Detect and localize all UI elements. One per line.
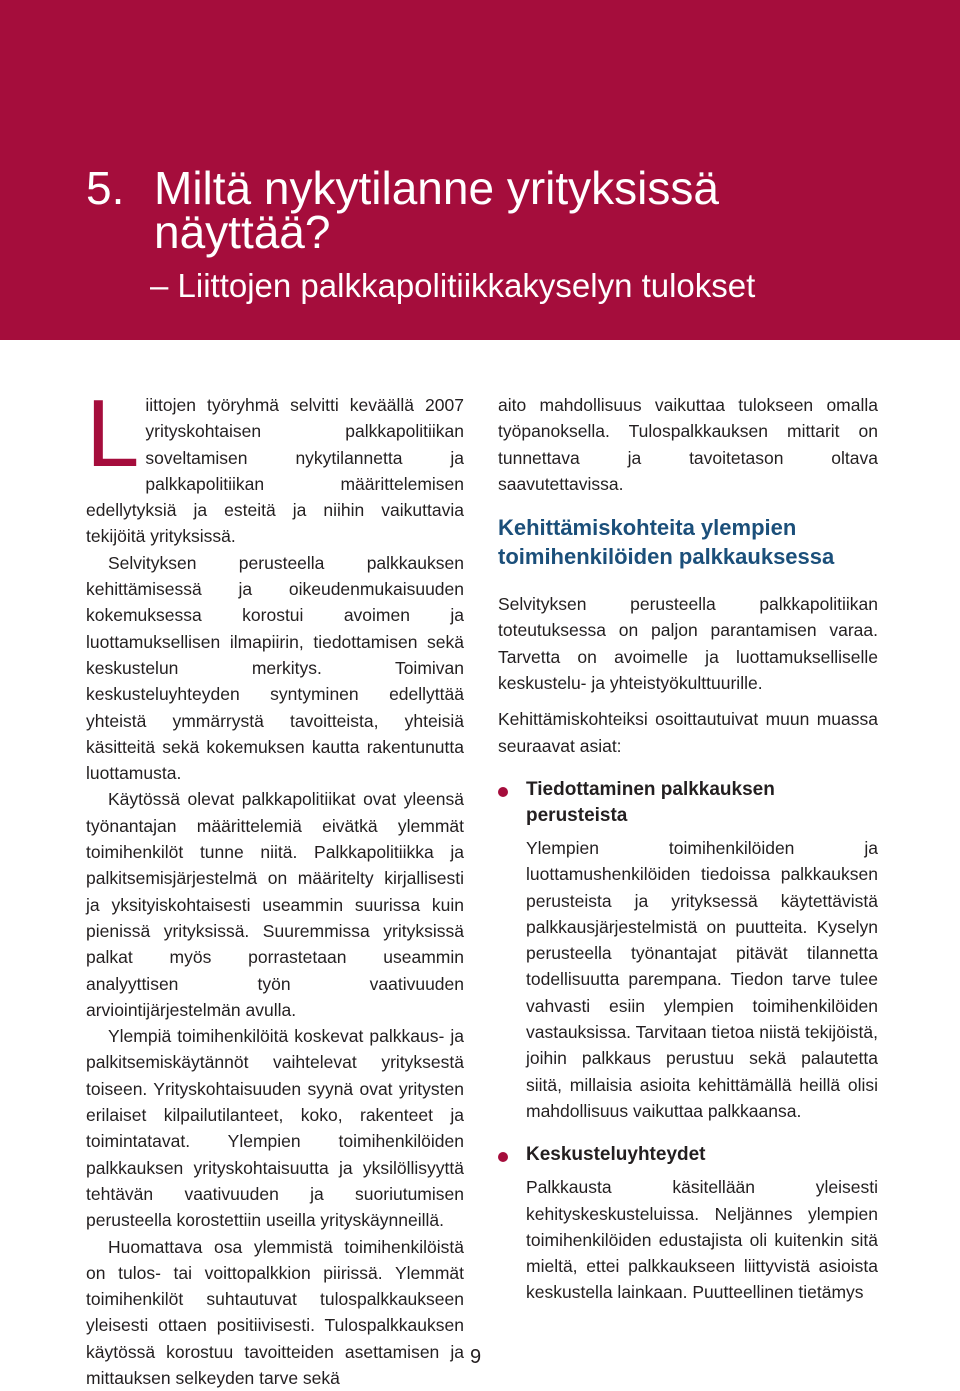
intro-text: iittojen työryhmä selvitti keväällä 2007 yrityskohtaisen palkkapolitiikan soveltamisen nykytilannetta ja palkkapolitiikan määrittelemisen edellytyksiä ja esteitä ja niihin vaikuttavia tekijöitä yrityksissä. bbox=[86, 395, 464, 546]
left-column bbox=[86, 392, 464, 1391]
bullet-heading: Tiedottaminen palkkauksen perusteista bbox=[526, 777, 878, 829]
chapter-title bbox=[86, 162, 946, 258]
bullet-text: Palkkausta käsitellään yleisesti kehityskeskusteluissa. Neljännes ylempien toimihenkilöiden edustajista oli kuitenkin sitä mieltä, ettei palkkaukseen liittyvistä asioista keskustella lainkaan. Puutteellinen tietämys bbox=[526, 1174, 878, 1305]
body-paragraph: Kehittämiskohteiksi osoittautuivat muun muassa seuraavat asiat: bbox=[498, 706, 878, 759]
bullet-heading: Keskusteluyhteydet bbox=[526, 1142, 878, 1168]
header-banner bbox=[0, 0, 960, 340]
chapter-number: 5. bbox=[86, 162, 154, 214]
title-line-2: näyttää? bbox=[86, 206, 946, 258]
bullet-dot-icon bbox=[498, 787, 508, 797]
bullet-dot-icon bbox=[498, 1152, 508, 1162]
section-heading: Kehittämiskohteita ylempien toimihenkilöiden palkkauksessa bbox=[498, 513, 878, 571]
bullet-text: Ylempien toimihenkilöiden ja luottamushenkilöiden tiedoissa palkkauksen perusteista ja yrityksessä käytettävistä palkkausjärjestelmistä on puutteita. Kyselyn perusteella työnantajat pitävät tilannetta todellisuutta parempana. Tiedon tarve tulee vahvasti esiin ylempien toimihenkilöiden vastauksissa. Tarvitaan tietoa niistä tekijöistä, joihin palkkaus perustuu sekä palautetta siitä, millaisia asioita kehittämällä heillä olisi mahdollisuus vaikuttaa palkkaansa. bbox=[526, 835, 878, 1124]
bullet-item bbox=[498, 777, 878, 1124]
body-paragraph: Selvityksen perusteella palkkauksen kehittämisessä ja oikeudenmukaisuuden kokemuksessa korostui avoimen ja luottamuksellisen ilmapiirin, tiedottamisen sekä keskustelun merkitys. Toimivan keskusteluyhteyden syntyminen edellyttää yhteistä ymmärrystä tavoitteista, yhteisiä käsitteitä sekä kokemuksen kautta rakentunutta luottamusta. bbox=[86, 550, 464, 787]
body-paragraph: Käytössä olevat palkkapolitiikat ovat yleensä työnantajan määrittelemiä eivätkä ylemmät toimihenkilöt tunne niitä. Palkkapolitiikka ja palkitsemisjärjestelmä on määritelty kirjallisesti ja yksityiskohtaisesti useammin suurissa kuin pienissä yrityksissä. Suuremmissa yrityksissä palkat myös porrastetaan useammin analyyttisen työn vaativuuden arviointijärjestelmän avulla. bbox=[86, 786, 464, 1023]
title-line-1: Miltä nykytilanne yrityksissä bbox=[154, 162, 719, 214]
body-paragraph: Selvityksen perusteella palkkapolitiikan toteutuksessa on paljon parantamisen varaa. Tarvetta on avoimelle ja luottamukselliselle keskustelu- ja yhteistyökulttuurille. bbox=[498, 591, 878, 696]
body-paragraph: Huomattava osa ylemmistä toimihenkilöistä on tulos- tai voittopalkkion piirissä. Ylemmät toimihenkilöt suhtautuvat tulospalkkaukseen yleisesti ottaen positiivisesti. Tulospalkkauksen käytössä korostuu tavoitteiden asettamisen ja mittauksen selkeyden tarve sekä bbox=[86, 1234, 464, 1391]
bullet-item bbox=[498, 1142, 878, 1305]
body-paragraph: Ylempiä toimihenkilöitä koskevat palkkaus- ja palkitsemiskäytännöt vaihtelevat yrityksestä toiseen. Yrityskohtaisuuden syynä ovat yritysten erilaiset kilpailutilanteet, koko, rakenteet ja toimintatavat. Ylempien toimihenkilöiden palkkauksen yrityskohtaisuutta ja yksilöllisyyttä tehtävän vaativuuden ja suoriutumisen perusteella korostettiin useilla yrityskäynneillä. bbox=[86, 1023, 464, 1233]
chapter-subtitle: – Liittojen palkkapolitiikkakyselyn tulokset bbox=[150, 266, 755, 306]
drop-cap: L bbox=[86, 396, 139, 474]
continuation-paragraph: aito mahdollisuus vaikuttaa tulokseen omalla työpanoksella. Tulospalkkauksen mittarit on tunnettava ja tavoitetason oltava saavutettavissa. bbox=[498, 392, 878, 497]
intro-paragraph bbox=[86, 392, 464, 550]
right-column bbox=[498, 392, 878, 1306]
page-number: 9 bbox=[470, 1346, 481, 1369]
